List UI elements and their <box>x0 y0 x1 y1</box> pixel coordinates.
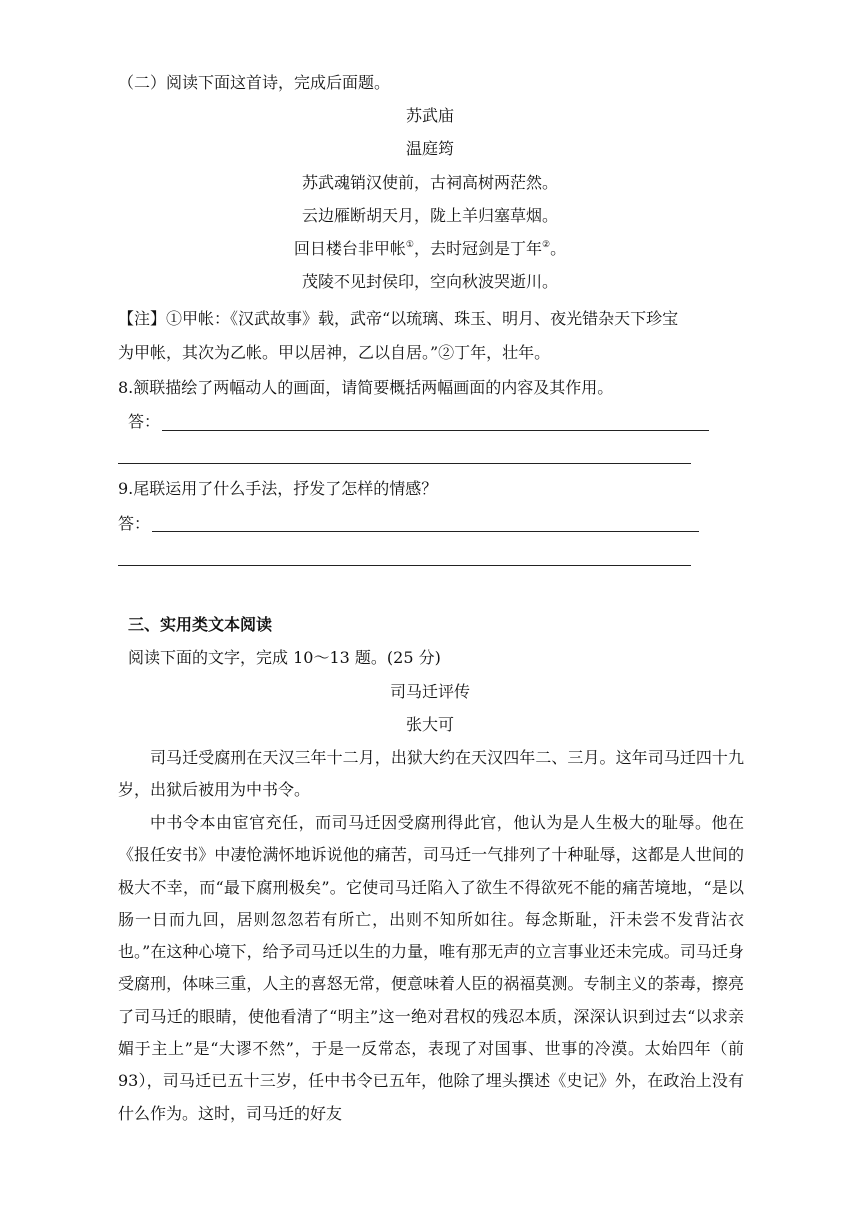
poem-title: 苏武庙 <box>405 106 454 125</box>
footnote-mark-1: ① <box>405 240 414 250</box>
article-author: 张大可 <box>405 715 454 734</box>
answer-label-9: 答： <box>118 514 151 533</box>
section-instruction: 阅读下面的文字，完成 10～13 题。(25 分) <box>128 648 441 667</box>
article-paragraph-1: 司马迁受腐刑在天汉三年十二月，出狱大约在天汉四年二、三月。这年司马迁四十九岁，出狱后被用为中书令。 <box>118 748 744 800</box>
answer-line-9b[interactable] <box>118 565 691 566</box>
poem-intro: （二）阅读下面这首诗，完成后面题。 <box>118 73 391 92</box>
footnote-mark-2: ② <box>542 240 551 250</box>
question-9: 9.尾联运用了什么手法，抒发了怎样的情感？ <box>118 479 438 498</box>
question-8: 8.颔联描绘了两幅动人的画面，请简要概括两幅画面的内容及其作用。 <box>118 378 614 397</box>
poem-line-3a: 回日楼台非甲帐 <box>293 239 406 258</box>
answer-line-8a[interactable] <box>162 430 709 431</box>
poem-line-1: 苏武魂销汉使前，古祠高树两茫然。 <box>301 173 558 192</box>
poem-line-2: 云边雁断胡天月，陇上羊归塞草烟。 <box>301 206 558 225</box>
article-paragraph-2: 中书令本由宦官充任，而司马迁因受腐刑得此官，他认为是人生极大的耻辱。他在《报任安书》中凄怆满怀地诉说他的痛苦，司马迁一气排列了十种耻辱，这都是人世间的极大不幸，而“最下腐刑极矣”。它使司马迁陷入了欲生不得欲死不能的痛苦境地，“是以肠一日而九回，居则忽忽若有所亡，出则不知所如往。每念斯耻，汗未尝不发背沾衣也。”在这种心境下，给予司马迁以生的力量，唯有那无声的立言事业还未完成。司马迁身受腐刑，体味三重，人主的喜怒无常，便意味着人臣的祸福莫测。专制主义的荼毒，擦亮了司马迁的眼睛，使他看清了“明主”这一绝对君权的残忍本质，深深认识到过去“以求亲媚于主上”是“大谬不然”，于是一反常态，表现了对国事、世事的冷漠。太始四年（前 93），司马迁已五十三岁，任中书令已五年，他除了埋头撰述《史记》外，在政治上没有什么作为。这时，司马迁的好友 <box>118 813 744 1123</box>
answer-line-8b[interactable] <box>118 463 691 464</box>
poem-author: 温庭筠 <box>405 139 454 158</box>
poem-note-line-1: 【注】①甲帐：《汉武故事》载，武帝“以琉璃、珠玉、明月、夜光错杂天下珍宝 <box>118 309 679 328</box>
article-title: 司马迁评传 <box>389 682 470 701</box>
answer-line-9a[interactable] <box>152 531 699 532</box>
section-heading: 三、实用类文本阅读 <box>128 615 273 634</box>
answer-label-8: 答： <box>128 412 161 431</box>
poem-line-3c: 。 <box>550 239 567 258</box>
poem-line-3 <box>0 238 860 260</box>
poem-line-3b: ，去时冠剑是丁年 <box>413 239 542 258</box>
poem-line-4: 茂陵不见封侯印，空向秋波哭逝川。 <box>301 272 558 291</box>
poem-note-line-2: 为甲帐，其次为乙帐。甲以居神，乙以自居。”②丁年，壮年。 <box>118 343 551 362</box>
